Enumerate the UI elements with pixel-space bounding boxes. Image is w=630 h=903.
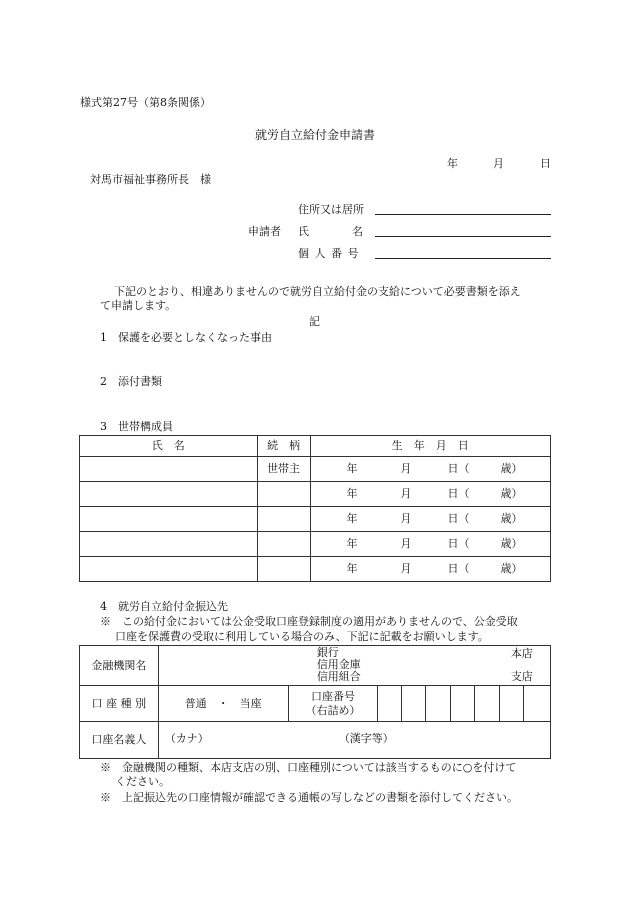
name-label-1: 氏 [298, 225, 309, 238]
dob-day: 日（ [447, 487, 470, 500]
table-row [80, 507, 551, 532]
member-name-cell[interactable] [80, 457, 258, 482]
account-digit-box[interactable] [426, 686, 451, 722]
account-number-label-line2: （右詰め） [305, 703, 361, 717]
account-holder-row [80, 722, 551, 759]
dob-year: 年 [346, 462, 358, 475]
member-dob-cell[interactable] [310, 557, 550, 582]
dob-year: 年 [346, 562, 358, 575]
addressee: 対馬市福祉事務所長 様 [90, 173, 211, 186]
name-label-2: 名 [352, 225, 363, 238]
note-top-line2: 口座を保護費の受取に利用している場合のみ、下記に記載をお願いします。 [115, 630, 489, 643]
account-digit-box[interactable] [451, 686, 475, 722]
dob-month: 月 [400, 462, 412, 475]
section-2-heading: 2 添付書類 [100, 375, 162, 388]
dob-month: 月 [400, 487, 412, 500]
account-number-label [288, 686, 378, 722]
address-field[interactable] [375, 214, 551, 215]
member-relation-cell[interactable]: 世帯主 [257, 457, 310, 482]
member-relation-cell[interactable] [257, 482, 310, 507]
form-title: 就労自立給付金申請書 [255, 128, 376, 142]
account-holder-label: 口座名義人 [80, 722, 159, 759]
dob-day: 日（ [447, 512, 470, 525]
member-name-cell[interactable] [80, 557, 258, 582]
note-top-line1: ※ この給付金においては公金受取口座登録制度の適用がありませんので、公金受取 [100, 615, 518, 628]
date-month-label: 月 [493, 157, 504, 170]
account-digit-box[interactable] [524, 686, 551, 722]
table-row [80, 532, 551, 557]
body-text-line1: 下記のとおり、相違ありませんので就労自立給付金の支給について必要書類を添え [114, 285, 521, 298]
note-bottom-2: ※ 上記振込先の口座情報が確認できる通帳の写しなどの書類を添付してください。 [100, 791, 518, 804]
dob-year: 年 [346, 512, 358, 525]
bank-type-shinkumi[interactable]: 信用組合 [316, 670, 361, 683]
ki-label: 記 [309, 315, 320, 328]
holder-kana-label: （カナ） [164, 732, 209, 745]
bank-institution-row [80, 646, 551, 686]
member-name-cell[interactable] [80, 532, 258, 557]
id-number-label: 個 人 番 号 [298, 247, 360, 260]
applicant-label: 申請者 [248, 225, 281, 238]
member-relation-cell[interactable] [257, 507, 310, 532]
bank-type-bank[interactable]: 銀行 [316, 646, 339, 659]
section-1-heading: 1 保護を必要としなくなった事由 [100, 331, 272, 344]
id-number-field[interactable] [375, 258, 551, 259]
institution-cell[interactable] [158, 646, 550, 686]
account-digit-box[interactable] [500, 686, 524, 722]
dob-day: 日（ [447, 562, 470, 575]
header-relation: 続 柄 [257, 436, 310, 457]
member-dob-cell[interactable] [310, 457, 550, 482]
account-holder-cell[interactable] [158, 722, 550, 759]
date-day-label: 日 [540, 157, 551, 170]
dob-year: 年 [346, 487, 358, 500]
member-dob-cell[interactable] [310, 507, 550, 532]
head-office-option[interactable]: 本店 [510, 647, 533, 660]
table-row [80, 557, 551, 582]
branch-option[interactable]: 支店 [510, 670, 533, 683]
account-digit-box[interactable] [475, 686, 500, 722]
account-digit-box[interactable] [402, 686, 426, 722]
name-field[interactable] [375, 236, 551, 237]
section-3-heading: 3 世帯構成員 [100, 420, 173, 433]
bank-account-table [79, 645, 551, 759]
date-year-label: 年 [447, 157, 458, 170]
account-type-options[interactable]: 普通 ・ 当座 [158, 686, 288, 722]
dob-age: 歳） [500, 462, 523, 475]
account-type-label: 口 座 種 別 [80, 686, 159, 722]
dob-month: 月 [400, 512, 412, 525]
header-dob: 生 年 月 日 [310, 436, 550, 457]
address-label: 住所又は居所 [298, 203, 364, 216]
account-digit-box[interactable] [378, 686, 402, 722]
institution-label: 金融機関名 [80, 646, 159, 686]
holder-kanji-label: （漢字等） [338, 732, 394, 745]
note-bottom-1-line2: ください。 [115, 775, 170, 788]
dob-age: 歳） [500, 512, 523, 525]
dob-year: 年 [346, 537, 358, 550]
table-row [80, 457, 551, 482]
note-bottom-1-line1: ※ 金融機関の種類、本店支店の別、口座種別については該当するものに○を付けて [100, 761, 517, 774]
account-type-row [80, 686, 551, 722]
form-number: 様式第27号（第8条関係） [80, 96, 211, 109]
bank-type-shinkin[interactable]: 信用金庫 [316, 658, 361, 671]
section-4-heading: 4 就労自立給付金振込先 [100, 600, 228, 613]
member-dob-cell[interactable] [310, 532, 550, 557]
member-relation-cell[interactable] [257, 557, 310, 582]
dob-month: 月 [400, 562, 412, 575]
dob-day: 日（ [447, 537, 470, 550]
body-text-line2: て申請します。 [100, 299, 177, 312]
member-name-cell[interactable] [80, 507, 258, 532]
member-dob-cell[interactable] [310, 482, 550, 507]
header-name: 氏 名 [80, 436, 258, 457]
household-members-table [79, 435, 551, 582]
members-header-row [80, 436, 551, 457]
dob-month: 月 [400, 537, 412, 550]
table-row [80, 482, 551, 507]
member-name-cell[interactable] [80, 482, 258, 507]
dob-age: 歳） [500, 537, 523, 550]
dob-age: 歳） [500, 562, 523, 575]
dob-age: 歳） [500, 487, 523, 500]
account-number-label-line1: 口座番号 [310, 689, 355, 703]
member-relation-cell[interactable] [257, 532, 310, 557]
dob-day: 日（ [447, 462, 470, 475]
